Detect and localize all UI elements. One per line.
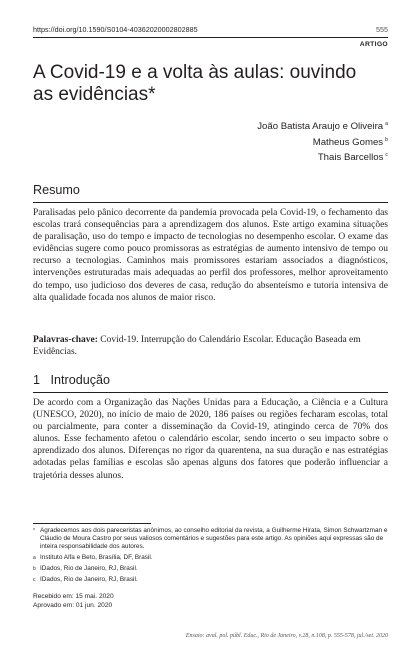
submission-dates <box>33 593 114 611</box>
affiliation-mark: b <box>385 136 388 143</box>
keywords-label: Palavras-chave: <box>33 335 98 345</box>
footnote-mark: b <box>33 566 36 572</box>
footnote-rule <box>33 523 151 524</box>
affiliation-mark: a <box>385 121 388 127</box>
author-name: João Batista Araujo e Oliveira <box>257 121 384 133</box>
abstract-text: Paralisadas pelo pânico decorrente da pandemia provocada pela Covid-19, o fechamento das escolas trará consequências para a aprendizagem dos alunos. Este artigo examina situações de paralisação, uso do tempo e impacto de tecnologias no desempenho escolar. O exame das evidências sugere como pouco promissoras as estratégias de aumento intensivo de tempo ou recurso a tecnologias. Caminhos mais promissores estariam associados a diagnósticos, intervenções estruturadas mais adequadas ao perfil dos professores, melhor aproveitamento do tempo, uso judicioso dos deveres de casa, redução do absenteísmo e tutoria intensiva de alta qualidade focada nos alunos de maior risco. <box>33 208 388 303</box>
section-label: ARTIGO <box>359 41 388 48</box>
doi-link[interactable]: https://doi.org/10.1590/S0104-40362020002802885 <box>33 25 198 34</box>
footnote-text: IDados, Rio de Janeiro, RJ, Brasil. <box>40 565 138 572</box>
approved-date: Aprovado em: 01 jun. 2020 <box>33 601 113 609</box>
abstract-rule <box>33 202 388 203</box>
intro-rule <box>33 392 388 393</box>
article-title: A Covid-19 e a volta às aulas: ouvindo as evidências* <box>33 62 357 105</box>
author-list <box>257 118 388 165</box>
footnote <box>33 565 391 573</box>
footnote-mark: c <box>33 577 36 583</box>
journal-citation: Ensaio: aval. pol. públ. Educ., Rio de Janeiro, v.28, n.108, p. 555-578, jul./set. 2020 <box>185 633 388 639</box>
footnote-mark: * <box>33 528 35 534</box>
author-2 <box>257 134 388 150</box>
page-number: 555 <box>376 25 388 34</box>
footnote-text: IDados, Rio de Janeiro, RJ, Brasil. <box>40 576 138 583</box>
received-date: Recebido em: 15 mai. 2020 <box>33 593 114 600</box>
author-name: Thais Barcellos <box>317 152 384 164</box>
header-rule <box>33 37 388 38</box>
footnote <box>33 576 391 584</box>
footnote-text: Instituto Alfa e Beto, Brasília, DF, Brasil. <box>40 554 153 561</box>
abstract-heading: Resumo <box>33 183 80 197</box>
intro-text: De acordo com a Organização das Nações Unidas para a Educação, a Ciência e a Cultura (UNESCO, 2020), no início de maio de 2020, 186 países ou regiões fecharam escolas, total ou parcialmente, para conter a disseminação da Covid-19, atingindo cerca de 70% dos alunos. Esse fechamento afetou o calendário escolar, sendo incerto o seu impacto sobre o aprendizado dos alunos. Diferenças no rigor da quarentena, na sua duração e nas estratégias adotadas pelas famílias e escolas são apenas alguns dos fatores que poderão influenciar a trajetória desses alunos. <box>33 398 388 481</box>
footnote-mark: a <box>33 555 36 561</box>
footnote-text: Agradecemos aos dois pareceristas anônimos, ao conselho editorial da revista, a Guilherme Hirata, Simon Schwartzman e Cláudio de Moura Castro por seus valiosos comentários e sugestões para este artigo. As opiniões aqui expressas são de inteira responsabilidade dos autores. <box>40 527 388 550</box>
intro-heading: 1 Introdução <box>33 373 111 387</box>
footnote <box>33 527 391 551</box>
affiliation-mark: c <box>385 152 388 159</box>
author-1 <box>257 118 388 134</box>
keywords <box>33 334 388 358</box>
author-name: Matheus Gomes <box>312 136 384 148</box>
footnotes <box>33 527 391 587</box>
keywords-text: Covid-19. Interrupção do Calendário Escolar. Educação Baseada em Evidências. <box>33 335 361 358</box>
footnote <box>33 554 391 562</box>
author-3 <box>257 149 388 165</box>
